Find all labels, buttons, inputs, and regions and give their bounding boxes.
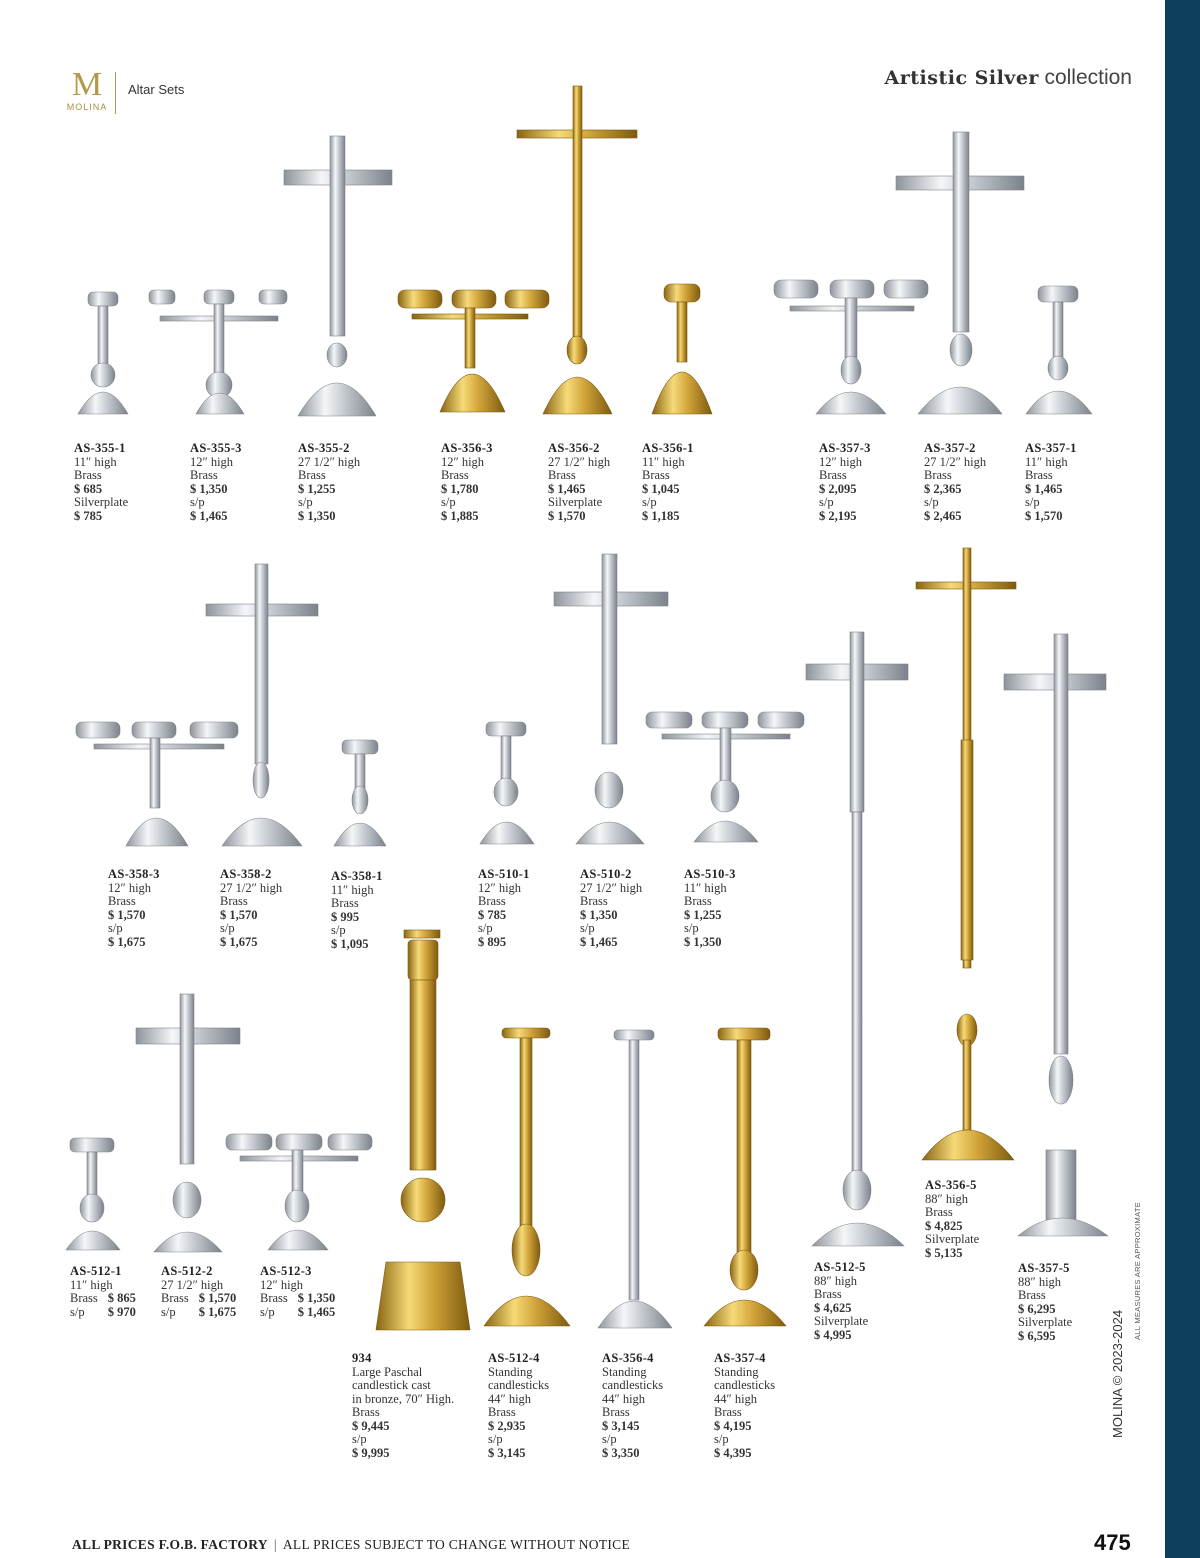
candlestick-as-510-1 <box>480 722 534 844</box>
product-label-as-358-2 <box>220 868 282 949</box>
candlestick-as-358-1 <box>334 740 386 846</box>
product-price: $ 1,465 <box>580 934 618 949</box>
product-finish: Brass <box>478 894 506 908</box>
product-price: $ 5,135 <box>925 1245 963 1260</box>
footer-change-notice: ALL PRICES SUBJECT TO CHANGE WITHOUT NOTICE <box>282 1537 631 1552</box>
product-code: AS-512-5 <box>814 1260 866 1274</box>
product-label-as-355-3 <box>190 442 242 523</box>
crucifix-as-357-2 <box>896 132 1024 414</box>
product-label-as-356-2 <box>548 442 610 523</box>
product-height: 27 1/2″ high <box>548 454 611 469</box>
product-height: 12″ high <box>190 454 234 469</box>
crucifix-as-512-5 <box>806 632 908 1246</box>
candlestick-as-357-1 <box>1026 286 1092 414</box>
product-description: Standing <box>488 1364 533 1379</box>
product-code: AS-356-4 <box>602 1351 654 1365</box>
product-price: $ 1,465 <box>1025 481 1063 496</box>
product-label-as-512-5 <box>814 1261 868 1342</box>
product-finish: s/p <box>488 1432 503 1446</box>
product-finish: Brass <box>602 1405 630 1419</box>
price-table <box>70 1292 146 1319</box>
product-finish: Brass <box>1018 1288 1046 1302</box>
crucifix-as-510-2 <box>554 554 668 844</box>
product-finish: Brass <box>190 468 218 482</box>
product-price: $ 2,195 <box>819 508 857 523</box>
product-price: $ 1,675 <box>220 934 258 949</box>
product-label-as-357-5 <box>1018 1262 1072 1343</box>
product-label-as-358-3 <box>108 868 160 949</box>
product-finish: s/p <box>108 921 123 935</box>
product-label-as-512-2 <box>161 1265 246 1319</box>
product-finish: s/p <box>331 923 346 937</box>
product-description: in bronze, 70″ High. <box>352 1391 455 1406</box>
product-height: 11″ high <box>1025 454 1068 469</box>
candelabra-as-510-3 <box>646 712 804 842</box>
product-price: $ 4,625 <box>814 1300 852 1315</box>
product-finish: Silverplate <box>925 1232 980 1246</box>
product-label-as-357-3 <box>819 442 871 523</box>
product-finish: s/p <box>220 921 235 935</box>
product-finish: s/p <box>352 1432 367 1446</box>
product-description: candlesticks <box>714 1378 776 1392</box>
product-price: $ 4,995 <box>814 1327 852 1342</box>
standing-candlestick-as-357-4 <box>704 1028 786 1326</box>
product-code: AS-512-2 <box>161 1264 213 1278</box>
product-price: $ 1,350 <box>190 481 228 496</box>
product-height: 44″ high <box>714 1391 758 1406</box>
product-price: $ 1,885 <box>441 508 479 523</box>
product-code: AS-357-4 <box>714 1351 766 1365</box>
product-price: $ 3,145 <box>602 1418 640 1433</box>
product-price: $ 1,570 <box>220 907 258 922</box>
product-height: 12″ high <box>819 454 863 469</box>
product-finish: Brass <box>580 894 608 908</box>
price-table <box>161 1292 246 1319</box>
product-height: 27 1/2″ high <box>580 880 643 895</box>
product-label-934 <box>352 1352 454 1460</box>
footer-divider: | <box>273 1537 277 1552</box>
product-finish: Silverplate <box>74 495 129 509</box>
product-finish: Brass <box>331 896 359 910</box>
crucifix-as-357-5 <box>1004 634 1108 1236</box>
product-price: $ 1,570 <box>548 508 586 523</box>
product-finish: Brass <box>548 468 576 482</box>
product-description: Large Paschal <box>352 1364 423 1379</box>
product-description: candlestick cast <box>352 1378 431 1392</box>
product-finish: Brass <box>108 894 136 908</box>
product-price: $ 9,995 <box>352 1445 390 1460</box>
product-height: 27 1/2″ high <box>161 1277 224 1292</box>
product-label-as-512-1 <box>70 1265 146 1319</box>
product-price: $ 865 <box>107 1291 136 1305</box>
right-color-bar <box>1165 0 1200 1558</box>
product-label-as-355-1 <box>74 442 128 523</box>
product-finish: Brass <box>220 894 248 908</box>
product-label-as-356-3 <box>441 442 493 523</box>
product-price: $ 6,595 <box>1018 1328 1056 1343</box>
product-finish: s/p <box>298 495 313 509</box>
product-code: AS-358-1 <box>331 869 383 883</box>
product-price: $ 3,350 <box>602 1445 640 1460</box>
product-price: $ 1,185 <box>642 508 680 523</box>
measures-note: ALL MEASURES ARE APPROXIMATE <box>1133 1201 1142 1340</box>
product-finish: Brass <box>298 468 326 482</box>
candlestick-as-512-1 <box>66 1138 120 1250</box>
product-height: 88″ high <box>925 1191 969 1206</box>
product-price: $ 1,465 <box>548 481 586 496</box>
product-finish: Brass <box>642 468 670 482</box>
product-price: $ 2,935 <box>488 1418 526 1433</box>
product-code: AS-356-3 <box>441 441 493 455</box>
crucifix-as-356-2 <box>517 86 637 414</box>
copyright-text: MOLINA © 2023-2024 <box>1110 1309 1125 1438</box>
product-height: 11″ high <box>74 454 117 469</box>
product-finish: s/p <box>190 495 205 509</box>
product-finish: Brass <box>684 894 712 908</box>
crucifix-as-358-2 <box>206 564 318 846</box>
product-finish: Silverplate <box>548 495 603 509</box>
product-finish: s/p <box>819 495 834 509</box>
product-price: $ 685 <box>74 481 103 496</box>
product-finish: s/p <box>714 1432 729 1446</box>
product-finish: Brass <box>161 1291 189 1305</box>
product-code: AS-357-1 <box>1025 441 1077 455</box>
standing-candlestick-as-356-4 <box>598 1030 672 1328</box>
product-code: AS-357-2 <box>924 441 976 455</box>
logo-letter: M <box>71 66 103 103</box>
product-height: 11″ high <box>331 882 374 897</box>
product-label-as-512-4 <box>488 1352 549 1460</box>
product-label-as-512-3 <box>260 1265 345 1319</box>
product-code: AS-512-1 <box>70 1264 122 1278</box>
product-price: $ 4,395 <box>714 1445 752 1460</box>
product-finish: Brass <box>260 1291 288 1305</box>
crucifix-as-512-2 <box>136 994 240 1252</box>
product-price: $ 3,145 <box>488 1445 526 1460</box>
product-finish: Brass <box>441 468 469 482</box>
logo-text: MOLINA <box>66 102 108 112</box>
product-price: $ 1,350 <box>684 934 722 949</box>
product-label-as-356-1 <box>642 442 694 523</box>
product-finish: s/p <box>260 1304 275 1319</box>
crucifix-as-356-5 <box>916 548 1016 1160</box>
product-label-as-355-2 <box>298 442 360 523</box>
footer-notice <box>72 1537 630 1553</box>
product-label-as-358-1 <box>331 870 383 951</box>
product-finish: s/p <box>602 1432 617 1446</box>
product-code: AS-355-2 <box>298 441 350 455</box>
product-code: AS-356-1 <box>642 441 694 455</box>
product-height: 27 1/2″ high <box>220 880 283 895</box>
product-finish: Silverplate <box>1018 1315 1073 1329</box>
product-label-as-510-1 <box>478 868 530 949</box>
product-price: $ 785 <box>74 508 103 523</box>
product-price: $ 895 <box>478 934 507 949</box>
product-price: $ 9,445 <box>352 1418 390 1433</box>
product-label-as-357-1 <box>1025 442 1077 523</box>
product-height: 11″ high <box>684 880 727 895</box>
candelabra-as-356-3 <box>398 290 549 412</box>
product-description: candlesticks <box>602 1378 664 1392</box>
product-height: 11″ high <box>70 1277 113 1292</box>
product-finish: Brass <box>925 1205 953 1219</box>
product-height: 88″ high <box>1018 1274 1062 1289</box>
product-price: $ 4,195 <box>714 1418 752 1433</box>
candlestick-as-356-1 <box>652 284 712 414</box>
product-height: 12″ high <box>260 1277 304 1292</box>
product-code: 934 <box>352 1351 372 1365</box>
product-code: AS-357-5 <box>1018 1261 1070 1275</box>
product-code: AS-357-3 <box>819 441 871 455</box>
product-height: 11″ high <box>642 454 685 469</box>
product-price: $ 785 <box>478 907 507 922</box>
product-price: $ 1,675 <box>198 1304 237 1319</box>
product-finish: Brass <box>352 1405 380 1419</box>
product-code: AS-356-5 <box>925 1178 977 1192</box>
product-code: AS-510-1 <box>478 867 530 881</box>
product-price: $ 995 <box>331 909 360 924</box>
product-finish: Brass <box>924 468 952 482</box>
product-code: AS-512-3 <box>260 1264 312 1278</box>
product-description: Standing <box>714 1364 759 1379</box>
product-price: $ 1,780 <box>441 481 479 496</box>
product-finish: s/p <box>441 495 456 509</box>
product-height: 12″ high <box>108 880 152 895</box>
product-finish: s/p <box>924 495 939 509</box>
product-finish: Brass <box>70 1291 98 1305</box>
product-price: $ 1,465 <box>297 1304 336 1319</box>
product-price: $ 1,570 <box>198 1291 237 1305</box>
product-price: $ 6,295 <box>1018 1301 1056 1316</box>
product-finish: s/p <box>70 1304 85 1319</box>
product-finish: s/p <box>642 495 657 509</box>
product-label-as-356-5 <box>925 1179 979 1260</box>
paschal-candlestick-934 <box>376 930 470 1330</box>
product-price: $ 1,570 <box>108 907 146 922</box>
product-finish: Brass <box>74 468 102 482</box>
collection-script: Artistic Silver <box>884 67 1039 89</box>
product-price: $ 4,825 <box>925 1218 963 1233</box>
product-finish: Silverplate <box>814 1314 869 1328</box>
product-finish: Brass <box>714 1405 742 1419</box>
product-code: AS-358-3 <box>108 867 160 881</box>
product-finish: s/p <box>684 921 699 935</box>
product-finish: Brass <box>1025 468 1053 482</box>
product-code: AS-510-2 <box>580 867 632 881</box>
product-price: $ 1,255 <box>684 907 722 922</box>
product-height: 27 1/2″ high <box>298 454 361 469</box>
product-finish: s/p <box>1025 495 1040 509</box>
product-price: $ 1,350 <box>580 907 618 922</box>
product-code: AS-510-3 <box>684 867 736 881</box>
product-height: 12″ high <box>441 454 485 469</box>
product-price: $ 1,465 <box>190 508 228 523</box>
product-height: 44″ high <box>488 1391 532 1406</box>
product-price: $ 1,675 <box>108 934 146 949</box>
product-price: $ 2,365 <box>924 481 962 496</box>
product-code: AS-355-1 <box>74 441 126 455</box>
product-price: $ 2,095 <box>819 481 857 496</box>
product-description: Standing <box>602 1364 647 1379</box>
page-number: 475 <box>1094 1530 1131 1555</box>
candelabra-as-357-3 <box>774 280 928 414</box>
candelabra-as-355-3 <box>149 290 287 414</box>
product-finish: s/p <box>580 921 595 935</box>
product-code: AS-512-4 <box>488 1351 540 1365</box>
product-price: $ 2,465 <box>924 508 962 523</box>
product-price: $ 1,255 <box>298 481 336 496</box>
crucifix-as-355-2 <box>284 136 392 416</box>
product-code: AS-356-2 <box>548 441 600 455</box>
standing-candlestick-as-512-4 <box>484 1028 570 1326</box>
product-code: AS-355-3 <box>190 441 242 455</box>
product-price: $ 1,350 <box>298 508 336 523</box>
footer-fob: ALL PRICES F.O.B. FACTORY <box>72 1537 268 1552</box>
candelabra-as-358-3 <box>76 722 238 846</box>
product-label-as-357-2 <box>924 442 986 523</box>
product-label-as-357-4 <box>714 1352 775 1460</box>
product-price: $ 1,045 <box>642 481 680 496</box>
product-finish: Brass <box>488 1405 516 1419</box>
product-label-as-510-2 <box>580 868 642 949</box>
product-price: $ 970 <box>107 1304 136 1319</box>
product-finish: s/p <box>161 1304 176 1319</box>
product-price: $ 1,350 <box>297 1291 336 1305</box>
product-code: AS-358-2 <box>220 867 272 881</box>
product-label-as-356-4 <box>602 1352 663 1460</box>
section-title: Altar Sets <box>128 82 185 97</box>
product-height: 27 1/2″ high <box>924 454 987 469</box>
price-table <box>260 1292 345 1319</box>
product-height: 12″ high <box>478 880 522 895</box>
product-height: 88″ high <box>814 1273 858 1288</box>
product-description: candlesticks <box>488 1378 550 1392</box>
product-price: $ 1,570 <box>1025 508 1063 523</box>
product-label-as-510-3 <box>684 868 736 949</box>
candelabra-as-512-3 <box>226 1134 372 1250</box>
product-height: 44″ high <box>602 1391 646 1406</box>
product-finish: Brass <box>819 468 847 482</box>
product-finish: s/p <box>478 921 493 935</box>
collection-word: collection <box>1044 66 1132 89</box>
product-price: $ 1,095 <box>331 936 369 951</box>
product-finish: Brass <box>814 1287 842 1301</box>
candlestick-as-355-1 <box>78 292 128 414</box>
